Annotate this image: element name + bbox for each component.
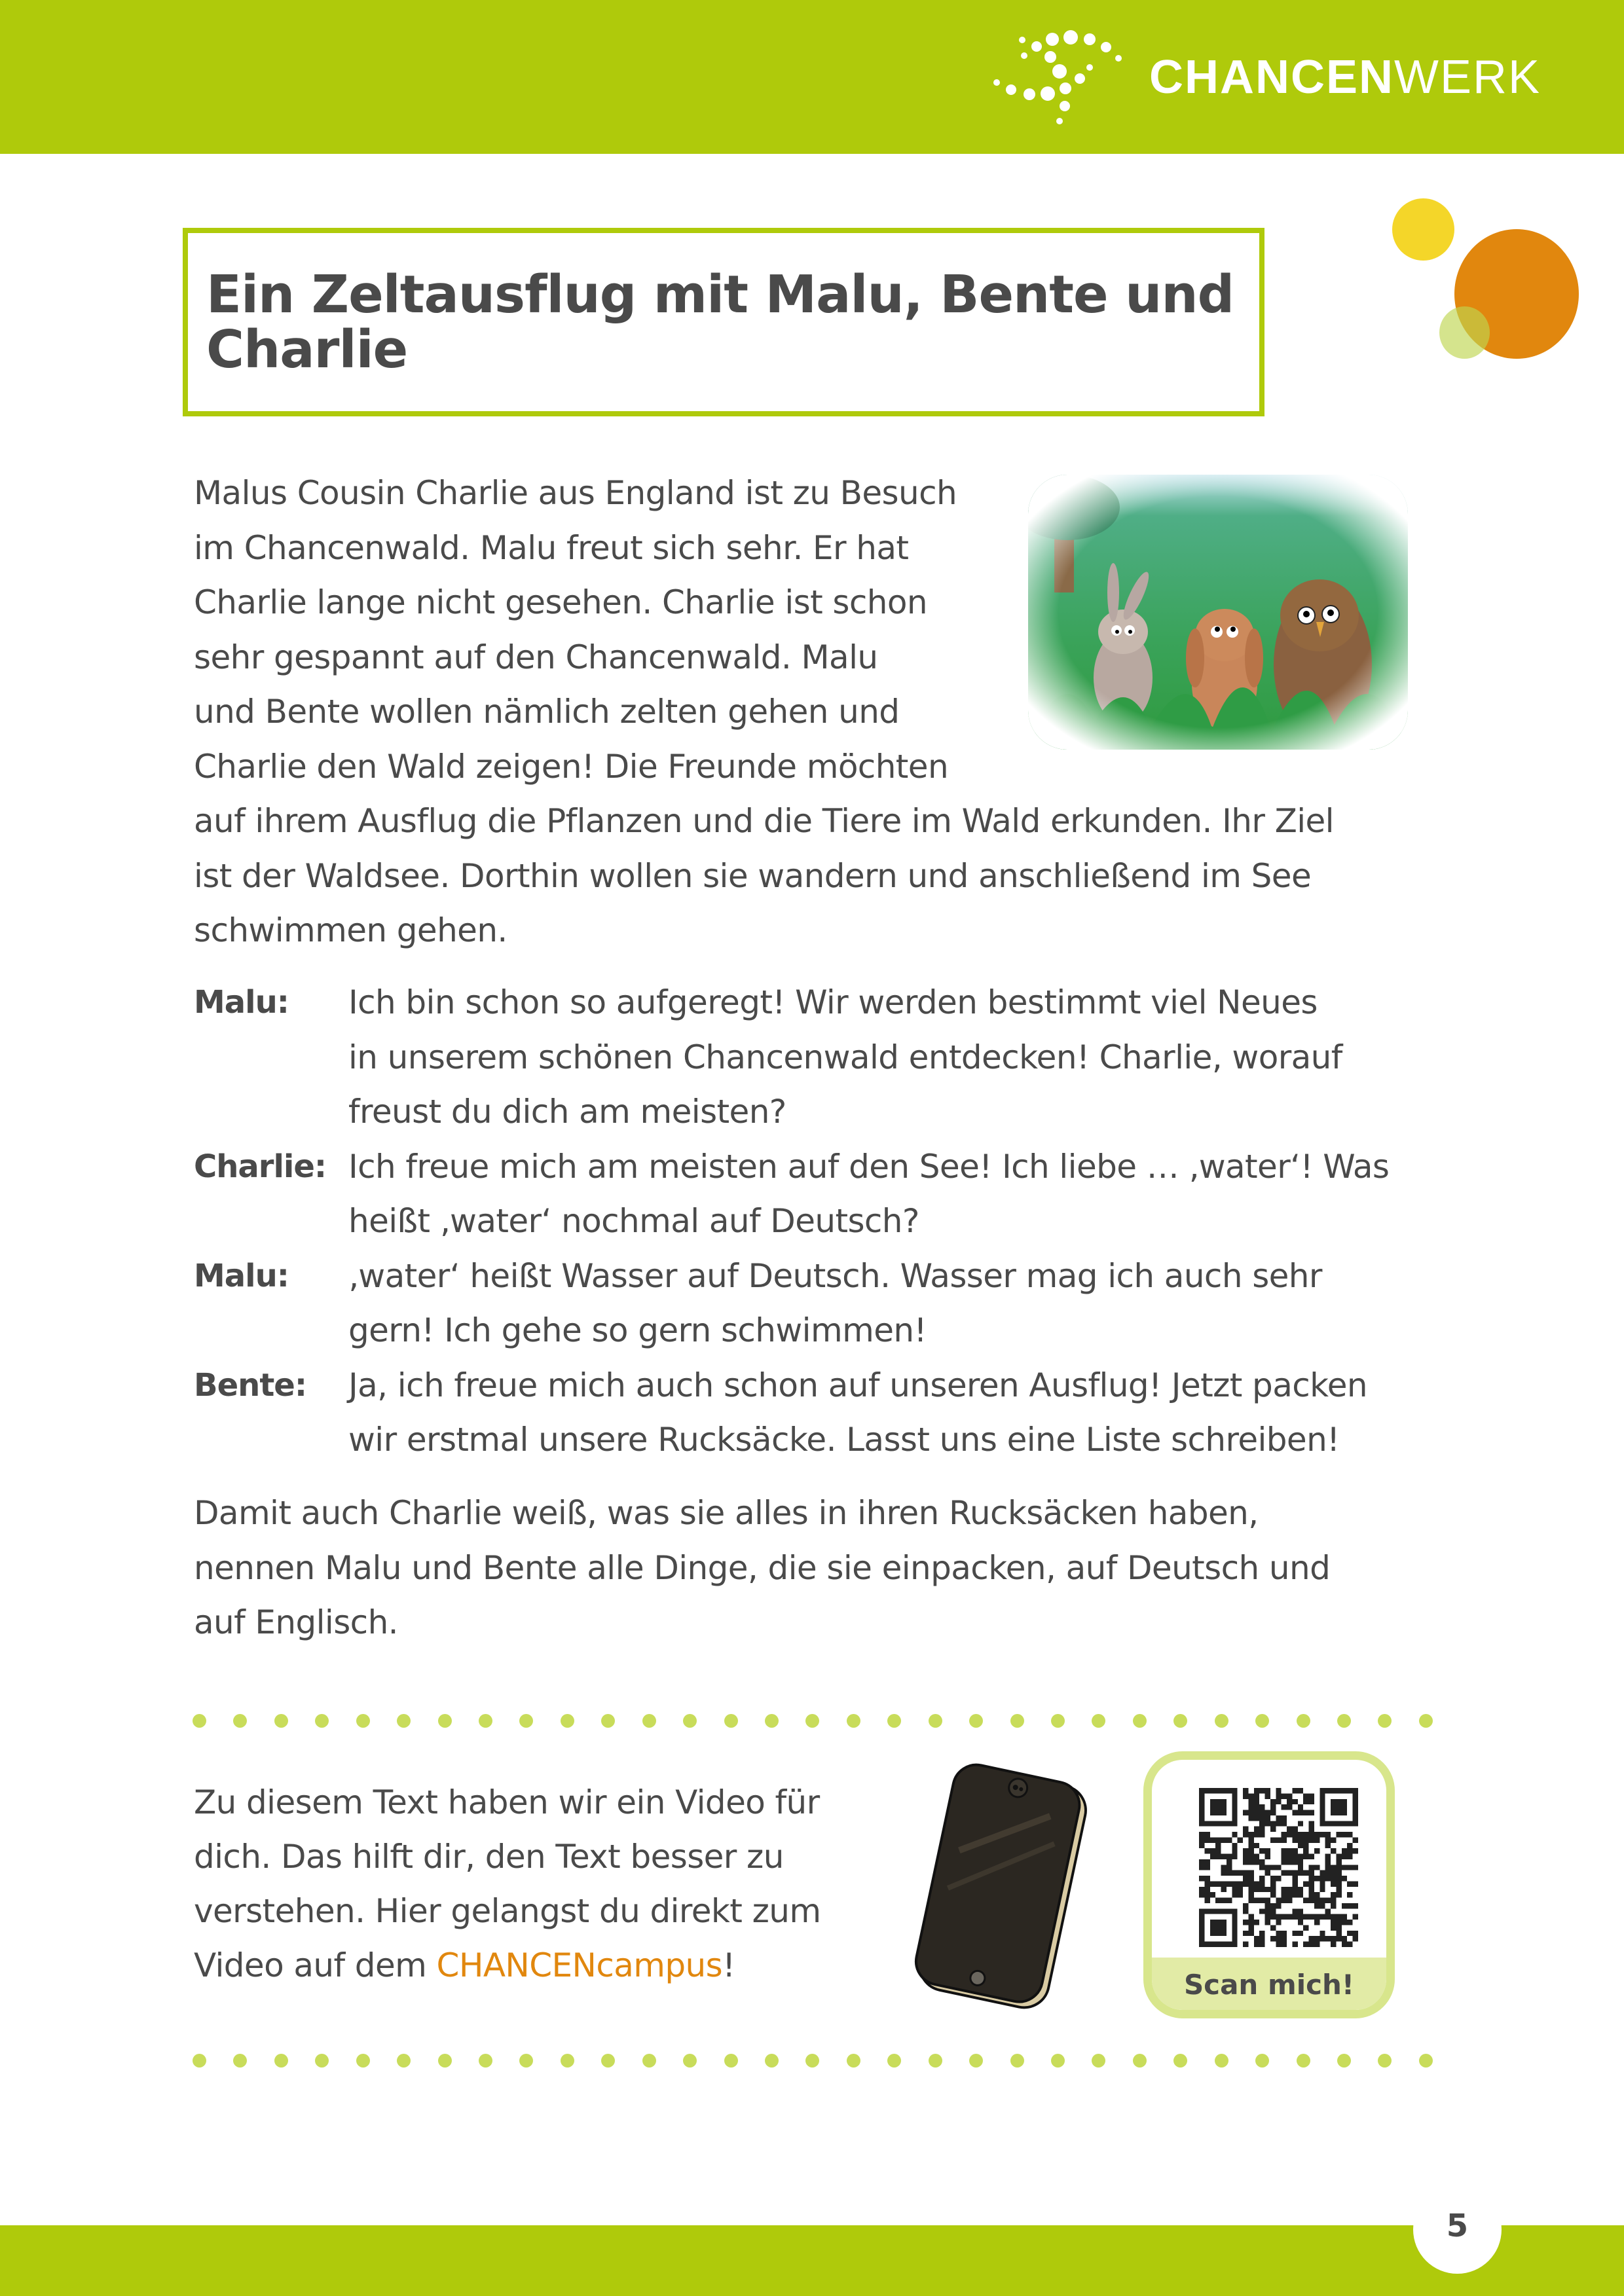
divider-dot	[805, 2054, 819, 2068]
divider-dot	[724, 2054, 738, 2068]
brand-bold: CHANCEN	[1149, 51, 1394, 103]
speech-text	[348, 1358, 1367, 1468]
divider-dot	[1337, 1714, 1351, 1728]
text-line: sehr gespannt auf den Chancenwald. Malu	[194, 638, 878, 676]
speech-text	[348, 1140, 1389, 1249]
divider-dot	[1255, 2054, 1269, 2068]
text-line: auf Englisch.	[194, 1603, 398, 1641]
text-line: freust du dich am meisten?	[348, 1093, 786, 1131]
text-line: gern! Ich gehe so gern schwimmen!	[348, 1311, 927, 1349]
divider-dot	[1092, 1714, 1105, 1728]
text-line: ‚water‘ heißt Wasser auf Deutsch. Wasser mag ich auch sehr	[348, 1256, 1322, 1295]
divider-dot	[1419, 1714, 1433, 1728]
title-box	[183, 228, 1264, 416]
text-line: Zu diesem Text haben wir ein Video für	[194, 1783, 820, 1821]
divider-dot	[1133, 1714, 1147, 1728]
text-line: Malus Cousin Charlie aus England ist zu Besuch	[194, 474, 957, 512]
divider-dot	[233, 2054, 247, 2068]
text-line: dich. Das hilft dir, den Text besser zu	[194, 1838, 784, 1876]
divider-dot	[805, 1714, 819, 1728]
text-line: Charlie lange nicht gesehen. Charlie ist schon	[194, 583, 927, 621]
divider-dot	[1255, 1714, 1269, 1728]
text-line	[194, 1939, 821, 1993]
dialog-row	[194, 1140, 1438, 1249]
text-line: Ich freue mich am meisten auf den See! Ich liebe … ‚water‘! Was	[348, 1147, 1390, 1186]
divider-dot	[887, 1714, 901, 1728]
divider-dot	[193, 1714, 206, 1728]
speaker-label: Charlie:	[194, 1148, 327, 1185]
divider-dot	[274, 1714, 288, 1728]
text-line: wir erstmal unsere Rucksäcke. Lasst uns eine Liste schreiben!	[348, 1421, 1340, 1459]
divider-dot	[561, 2054, 574, 2068]
divider-dot	[193, 2054, 206, 2068]
speaker-label: Malu:	[194, 984, 289, 1021]
forest-animals-illustration	[1028, 475, 1408, 750]
divider-dot	[1010, 1714, 1024, 1728]
text-line: Ich bin schon so aufgeregt! Wir werden bestimmt viel Neues	[348, 983, 1318, 1021]
qr-code-card[interactable]	[1143, 1751, 1395, 2018]
speech-text	[348, 975, 1342, 1140]
dotted-divider-top	[193, 1714, 1437, 1728]
text-line: nennen Malu und Bente alle Dinge, die sie einpacken, auf Deutsch und	[194, 1548, 1331, 1587]
divider-dot	[1215, 1714, 1228, 1728]
text-line: in unserem schönen Chancenwald entdecken! Charlie, worauf	[348, 1038, 1342, 1076]
divider-dot	[929, 2054, 942, 2068]
divider-dot	[1419, 2054, 1433, 2068]
divider-dot	[315, 1714, 329, 1728]
divider-dot	[765, 1714, 779, 1728]
dialog-row	[194, 1358, 1438, 1468]
page-title: Ein Zeltausflug mit Malu, Bente und Charlie	[206, 264, 1234, 380]
text-line: und Bente wollen nämlich zelten gehen und	[194, 693, 900, 731]
smartphone-illustration	[904, 1755, 1094, 2016]
speaker-label: Bente:	[194, 1366, 307, 1404]
divider-dot	[519, 2054, 533, 2068]
text-line: verstehen. Hier gelangst du direkt zum	[194, 1892, 821, 1930]
dialog-row	[194, 975, 1438, 1140]
divider-dot	[642, 2054, 656, 2068]
qr-code-icon[interactable]	[1199, 1788, 1358, 1947]
divider-dot	[1297, 2054, 1310, 2068]
dialog-row	[194, 1249, 1438, 1358]
text-line: Ja, ich freue mich auch schon auf unseren Ausflug! Jetzt packen	[348, 1366, 1367, 1404]
divider-dot	[601, 2054, 615, 2068]
divider-dot	[438, 1714, 452, 1728]
dialog-section	[194, 975, 1438, 1468]
decor-circle-green	[1439, 306, 1490, 359]
divider-dot	[847, 1714, 860, 1728]
divider-dot	[969, 2054, 983, 2068]
outro-paragraph	[194, 1486, 1330, 1650]
divider-dot	[1010, 2054, 1024, 2068]
divider-dot	[765, 2054, 779, 2068]
header-bar	[0, 0, 1624, 154]
divider-dot	[969, 1714, 983, 1728]
divider-dot	[1051, 2054, 1065, 2068]
forest-scene-icon	[1028, 475, 1408, 750]
divider-dot	[233, 1714, 247, 1728]
divider-dot	[1173, 1714, 1187, 1728]
text-line: Damit auch Charlie weiß, was sie alles in ihren Rucksäcken haben,	[194, 1494, 1259, 1532]
brand-light: WERK	[1394, 51, 1541, 103]
divider-dot	[438, 2054, 452, 2068]
text-line: auf ihrem Ausflug die Pflanzen und die Tiere im Wald erkunden. Ihr Ziel	[194, 802, 1334, 840]
divider-dot	[929, 1714, 942, 1728]
page-number: 5	[1446, 2208, 1469, 2244]
divider-dot	[274, 2054, 288, 2068]
divider-dot	[1378, 1714, 1392, 1728]
divider-dot	[356, 1714, 370, 1728]
qr-frame	[1143, 1751, 1395, 2018]
divider-dot	[1297, 1714, 1310, 1728]
divider-dot	[356, 2054, 370, 2068]
divider-dot	[1337, 2054, 1351, 2068]
video-info-text	[194, 1776, 821, 1993]
scan-me-label: Scan mich!	[1183, 1969, 1355, 2001]
chancencampus-link[interactable]: CHANCENcampus	[436, 1946, 723, 1984]
divider-dot	[561, 1714, 574, 1728]
divider-dot	[1092, 2054, 1105, 2068]
divider-dot	[642, 1714, 656, 1728]
text-prefix: Video auf dem	[194, 1946, 437, 1984]
divider-dot	[1133, 2054, 1147, 2068]
divider-dot	[1173, 2054, 1187, 2068]
speech-text	[348, 1249, 1322, 1358]
divider-dot	[519, 1714, 533, 1728]
divider-dot	[724, 1714, 738, 1728]
divider-dot	[397, 1714, 411, 1728]
divider-dot	[1215, 2054, 1228, 2068]
decor-circle-yellow	[1392, 198, 1454, 261]
dotted-swirl-logo-icon	[0, 0, 1153, 154]
divider-dot	[1051, 1714, 1065, 1728]
divider-dot	[1378, 2054, 1392, 2068]
divider-dot	[847, 2054, 860, 2068]
divider-dot	[887, 2054, 901, 2068]
text-line: Charlie den Wald zeigen! Die Freunde möchten	[194, 747, 949, 786]
divider-dot	[397, 2054, 411, 2068]
text-line: ist der Waldsee. Dorthin wollen sie wandern und anschließend im See	[194, 856, 1312, 895]
divider-dot	[315, 2054, 329, 2068]
divider-dot	[601, 1714, 615, 1728]
divider-dot	[479, 1714, 492, 1728]
text-line: im Chancenwald. Malu freut sich sehr. Er hat	[194, 528, 909, 567]
divider-dot	[683, 2054, 697, 2068]
footer-bar	[0, 2225, 1624, 2296]
dotted-divider-bottom	[193, 2054, 1437, 2068]
smartphone-icon	[904, 1755, 1094, 2016]
divider-dot	[683, 1714, 697, 1728]
text-line: heißt ‚water‘ nochmal auf Deutsch?	[348, 1202, 919, 1240]
divider-dot	[479, 2054, 492, 2068]
text-line: schwimmen gehen.	[194, 911, 507, 949]
text-suffix: !	[722, 1946, 735, 1984]
speaker-label: Malu:	[194, 1257, 289, 1294]
brand-logo	[1149, 51, 1541, 103]
